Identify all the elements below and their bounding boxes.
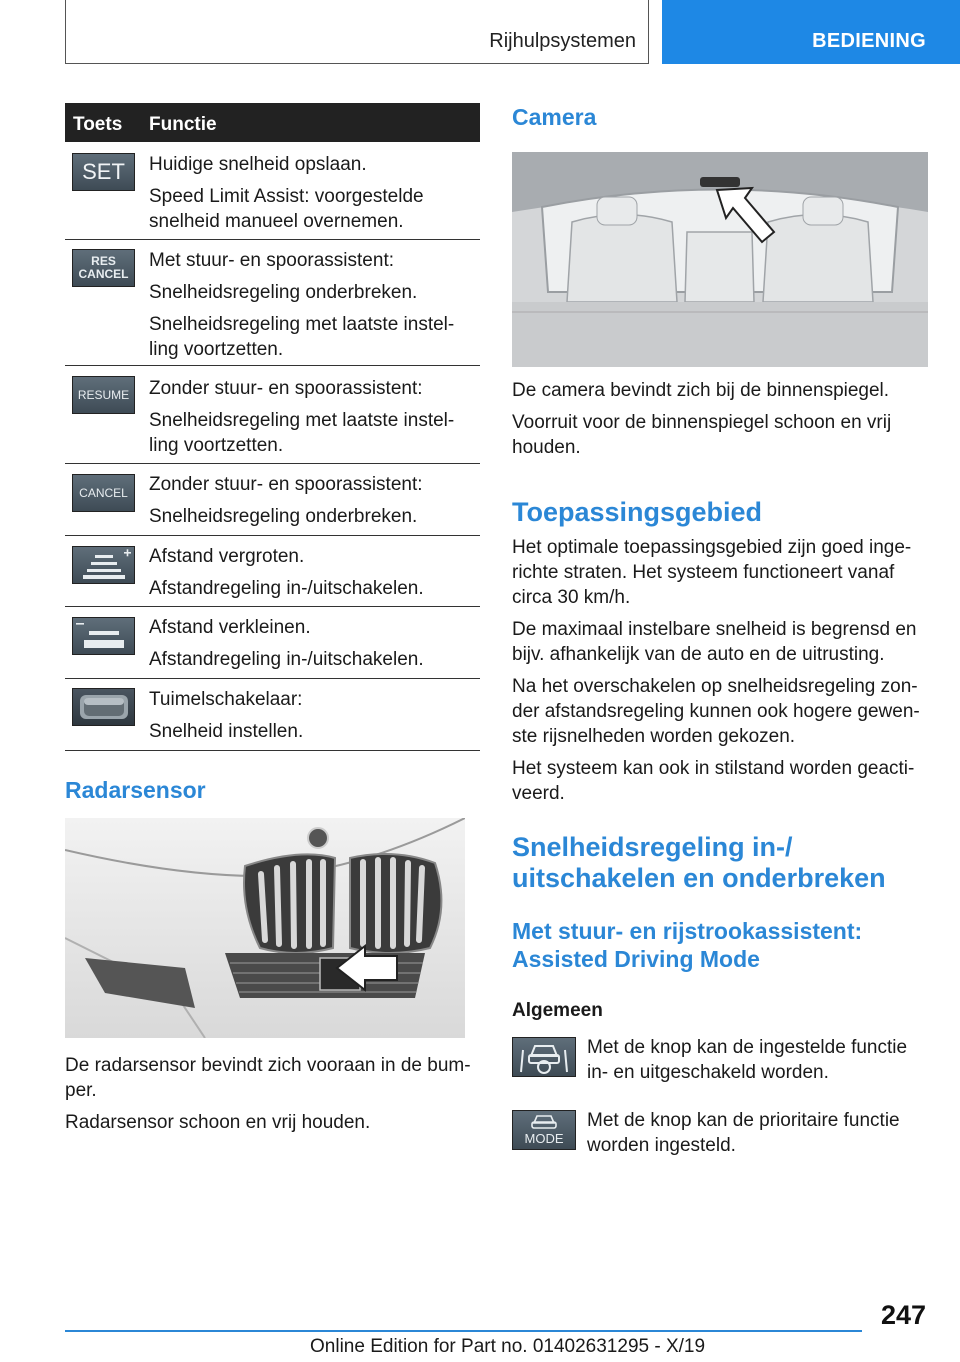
table-header [65, 103, 480, 142]
function-text: Tuimelschakelaar: [149, 689, 303, 710]
camera-image [512, 152, 928, 367]
table-row [65, 240, 480, 366]
function-text: Snelheidsregeling met laatste instel-ling voortzetten. [149, 410, 455, 456]
distance-minus-icon [72, 617, 135, 655]
function-text: Snelheidsregeling onderbreken. [149, 506, 418, 527]
function-text: Afstand vergroten. [149, 546, 305, 567]
radar-sensor-image [65, 818, 465, 1038]
radar-heading: Radarsensor [65, 777, 206, 803]
table-row [65, 536, 480, 607]
button1-description: Met de knop kan de ingestelde functie in- en uitgeschakeld worden. [587, 1037, 908, 1083]
function-text: Zonder stuur- en spoorassistent: [149, 474, 423, 495]
function-text: Speed Limit Assist: voorgestelde snelheid manueel overnemen. [149, 186, 424, 232]
button2-description: Met de knop kan de prioritaire functie worden ingesteld. [587, 1110, 900, 1156]
camera-paragraph: Voorruit voor de binnenspiegel schoon en vrij houden. [512, 412, 892, 458]
function-text: Afstandregeling in-/uitschakelen. [149, 578, 424, 599]
chapter-tab[interactable]: BEDIENING [662, 0, 960, 64]
section-title: Rijhulpsystemen [489, 30, 636, 52]
function-text: Snelheid instellen. [149, 721, 304, 742]
button-function-table [65, 103, 480, 751]
application-paragraph: Na het overschakelen op snelheidsregeling zon-der afstandsregeling kunnen ook hogere gewen-ste rijsnelheden worden gekozen. [512, 676, 920, 747]
footer-divider [65, 1330, 862, 1332]
application-paragraph: Het optimale toepassingsgebied zijn goed inge-richte straten. Het systeem functioneert vanaf circa 30 km/h. [512, 537, 912, 608]
res-cancel-key-icon: RES CANCEL [72, 249, 135, 287]
camera-heading: Camera [512, 104, 597, 130]
mode-label: MODE [524, 1131, 564, 1146]
camera-paragraph: De camera bevindt zich bij de binnenspiegel. [512, 380, 890, 401]
switching-heading: Snelheidsregeling in-/ uitschakelen en onderbreken [512, 832, 886, 893]
function-text: Huidige snelheid opslaan. [149, 154, 367, 175]
radar-paragraph: Radarsensor schoon en vrij houden. [65, 1112, 371, 1133]
table-row [65, 464, 480, 536]
cancel-key-icon: CANCEL [72, 474, 135, 512]
function-text: Afstandregeling in-/uitschakelen. [149, 649, 424, 670]
application-heading: Toepassingsgebied [512, 497, 763, 527]
column-header-key: Toets [73, 114, 123, 135]
assisted-driving-heading: Met stuur- en rijstrookassistent: Assisted Driving Mode [512, 918, 863, 972]
function-text: Met stuur- en spoorassistent: [149, 250, 394, 271]
resume-key-icon: RESUME [72, 376, 135, 414]
function-text: Snelheidsregeling met laatste instel-ling voortzetten. [149, 314, 455, 360]
rocker-switch-icon [72, 688, 135, 726]
edition-text: Online Edition for Part no. 01402631295 - X/19 [310, 1336, 706, 1357]
function-text: Afstand verkleinen. [149, 617, 311, 638]
general-subheading: Algemeen [512, 1000, 603, 1021]
distance-plus-icon [72, 546, 135, 584]
function-text: Snelheidsregeling onderbreken. [149, 282, 418, 303]
application-paragraph: Het systeem kan ook in stilstand worden geacti-veerd. [512, 758, 915, 804]
radar-paragraph: De radarsensor bevindt zich vooraan in de bum-per. [65, 1055, 471, 1101]
table-row [65, 679, 480, 751]
set-key-icon: SET [72, 153, 135, 191]
assisted-driving-button-icon [512, 1037, 576, 1077]
application-paragraph: De maximaal instelbare snelheid is begrensd en bijv. afhankelijk van de auto en de uitrusting. [512, 619, 917, 665]
table-row [65, 366, 480, 464]
table-row [65, 142, 480, 240]
table-row [65, 607, 480, 679]
page-number: 247 [880, 1300, 926, 1330]
column-header-function: Functie [149, 114, 217, 135]
function-text: Zonder stuur- en spoorassistent: [149, 378, 423, 399]
mode-button-icon [512, 1110, 576, 1150]
